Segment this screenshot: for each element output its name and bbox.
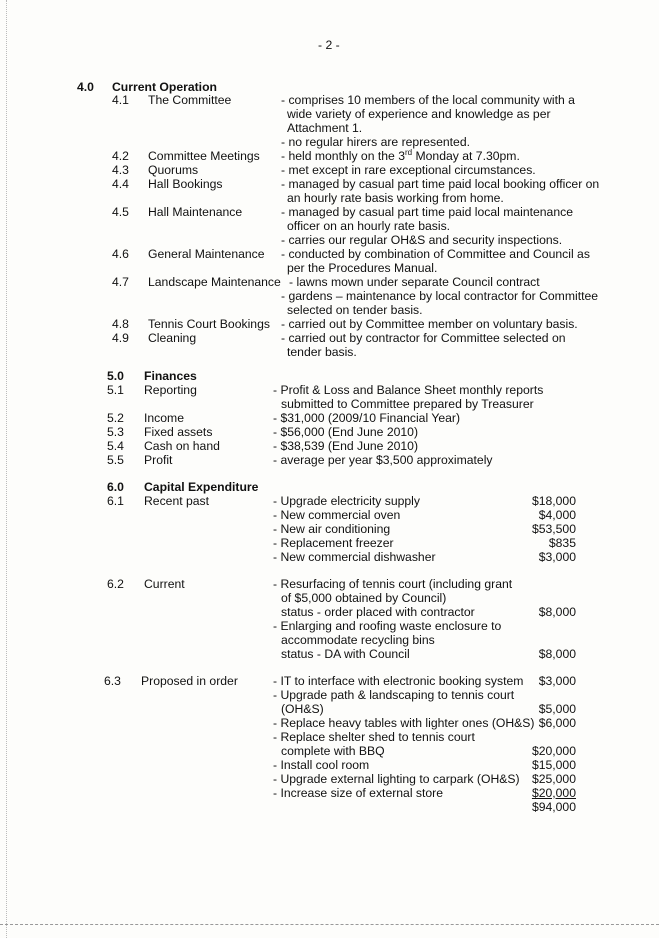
- item-label: Cash on hand: [144, 439, 220, 453]
- item-text: an hourly rate basis working from home.: [287, 191, 504, 205]
- item-label: Landscape Maintenance: [148, 275, 281, 289]
- expense-text: - Resurfacing of tennis court (including grant: [273, 577, 513, 591]
- item-text: per the Procedures Manual.: [287, 261, 438, 275]
- expense-text: - Install cool room: [273, 758, 370, 772]
- item-number: 5.1: [107, 383, 124, 397]
- expense-total: $94,000: [531, 800, 576, 814]
- item-number: 4.4: [112, 177, 129, 191]
- item-number: 4.5: [112, 205, 129, 219]
- expense-amount: $6,000: [538, 716, 576, 730]
- item-label: Profit: [144, 453, 173, 467]
- item-number: 4.8: [112, 317, 129, 331]
- expense-text: status - order placed with contractor: [281, 605, 475, 619]
- expense-amount: $8,000: [538, 647, 576, 661]
- item-text: wide variety of experience and knowledge as per: [287, 107, 551, 121]
- section-title: Finances: [144, 369, 197, 383]
- section-number: 5.0: [107, 369, 124, 383]
- expense-text: complete with BBQ: [281, 744, 385, 758]
- item-label: General Maintenance: [148, 247, 265, 261]
- item-text: - $56,000 (End June 2010): [273, 425, 419, 439]
- item-text: - $38,539 (End June 2010): [273, 439, 419, 453]
- item-label: Proposed in order: [141, 674, 238, 688]
- item-number: 4.6: [112, 247, 129, 261]
- expense-text: of $5,000 obtained by Council): [281, 591, 447, 605]
- item-label: Committee Meetings: [148, 149, 260, 163]
- expense-amount: $20,000: [531, 786, 576, 800]
- item-text: - $31,000 (2009/10 Financial Year): [273, 411, 461, 425]
- item-label: Recent past: [144, 494, 210, 508]
- expense-amount: $15,000: [531, 758, 576, 772]
- item-number: 5.2: [107, 411, 124, 425]
- page-bottom-rule: [0, 924, 659, 925]
- expense-text: accommodate recycling bins: [281, 633, 435, 647]
- section-title: Current Operation: [112, 80, 217, 94]
- item-text: - managed by casual part time paid local booking officer on: [281, 177, 600, 191]
- expense-amount: $835: [548, 536, 576, 550]
- item-text: - conducted by combination of Committee and Council as: [281, 247, 590, 261]
- expense-amount: $20,000: [531, 744, 576, 758]
- expense-text: - Upgrade electricity supply: [273, 494, 420, 508]
- expense-amount: $3,000: [538, 550, 576, 564]
- item-text: submitted to Committee prepared by Treasurer: [281, 397, 534, 411]
- item-label: Income: [144, 411, 184, 425]
- expense-text: - New air conditioning: [273, 522, 391, 536]
- item-label: Current: [144, 577, 185, 591]
- expense-text: - New commercial oven: [273, 508, 401, 522]
- item-text: - no regular hirers are represented.: [281, 135, 471, 149]
- item-number: 6.3: [104, 674, 121, 688]
- section-number: 4.0: [77, 80, 94, 94]
- item-text: - comprises 10 members of the local community with a: [281, 93, 575, 107]
- item-label: Reporting: [144, 383, 197, 397]
- item-label: Hall Bookings: [148, 177, 223, 191]
- expense-text: - Enlarging and roofing waste enclosure to: [273, 619, 502, 633]
- item-number: 4.2: [112, 149, 129, 163]
- item-label: The Committee: [148, 93, 232, 107]
- item-number: 4.3: [112, 163, 129, 177]
- item-number: 5.3: [107, 425, 124, 439]
- item-text: officer on an hourly rate basis.: [287, 219, 451, 233]
- expense-text: (OH&S): [281, 702, 324, 716]
- expense-text: - Replace shelter shed to tennis court: [273, 730, 475, 744]
- expense-amount: $25,000: [531, 772, 576, 786]
- item-number: 5.4: [107, 439, 124, 453]
- item-label: Tennis Court Bookings: [148, 317, 270, 331]
- item-text: Attachment 1.: [287, 121, 363, 135]
- item-text: - managed by casual part time paid local maintenance: [281, 205, 573, 219]
- expense-amount: $53,500: [531, 522, 576, 536]
- expense-text: - IT to interface with electronic booking system: [273, 674, 524, 688]
- item-text: - gardens – maintenance by local contractor for Committee: [281, 289, 599, 303]
- item-text: - Profit & Loss and Balance Sheet monthly reports: [273, 383, 544, 397]
- scan-edge: [0, 0, 7, 938]
- section-title: Capital Expenditure: [144, 480, 259, 494]
- section-number: 6.0: [107, 480, 124, 494]
- item-text: - average per year $3,500 approximately: [273, 453, 493, 467]
- expense-text: - Increase size of external store: [273, 786, 444, 800]
- expense-amount: $8,000: [538, 605, 576, 619]
- item-text: - carried out by Committee member on voluntary basis.: [281, 317, 578, 331]
- expense-amount: $5,000: [538, 702, 576, 716]
- item-label: Fixed assets: [144, 425, 213, 439]
- item-text: - carries our regular OH&S and security inspections.: [281, 233, 563, 247]
- item-text: selected on tender basis.: [287, 303, 423, 317]
- expense-text: - Replacement freezer: [273, 536, 394, 550]
- expense-text: - Replace heavy tables with lighter ones (OH&S): [273, 716, 535, 730]
- item-text: - met except in rare exceptional circumstances.: [281, 163, 536, 177]
- expense-amount: $4,000: [538, 508, 576, 522]
- item-number: 4.1: [112, 93, 129, 107]
- expense-text: - Upgrade external lighting to carpark (OH&S): [273, 772, 520, 786]
- expense-text: - New commercial dishwasher: [273, 550, 436, 564]
- expense-text: status - DA with Council: [281, 647, 410, 661]
- item-text: - carried out by contractor for Committee selected on: [281, 331, 566, 345]
- page-number: - 2 -: [318, 38, 340, 52]
- item-number: 4.7: [112, 275, 129, 289]
- item-label: Hall Maintenance: [148, 205, 243, 219]
- item-number: 4.9: [112, 331, 129, 345]
- expense-amount: $18,000: [531, 494, 576, 508]
- item-text: tender basis.: [287, 345, 357, 359]
- item-number: 5.5: [107, 453, 124, 467]
- item-number: 6.2: [107, 577, 124, 591]
- item-text: - held monthly on the 3rd Monday at 7.30pm.: [281, 147, 520, 163]
- expense-amount: $3,000: [538, 674, 576, 688]
- item-number: 6.1: [107, 494, 124, 508]
- item-text: - lawns mown under separate Council contract: [289, 275, 540, 289]
- item-label: Cleaning: [148, 331, 197, 345]
- item-label: Quorums: [148, 163, 199, 177]
- expense-text: - Upgrade path & landscaping to tennis court: [273, 688, 515, 702]
